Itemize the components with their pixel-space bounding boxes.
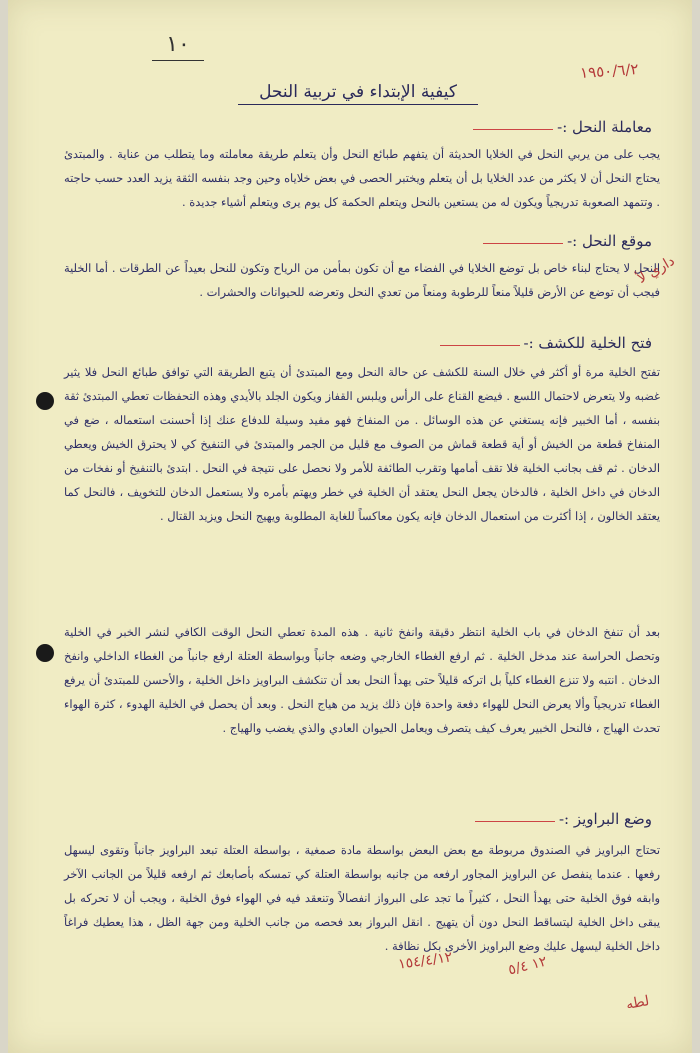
margin-annotation-bottom: لطه (624, 993, 651, 1013)
section-paragraph-placing-frames: تحتاج البراويز في الصندوق مربوطة مع بعض البعض بواسطة مادة صمغية ، بواسطة العتلة تبعد البراويز جانباً وتقوى ليسهل رفعها . عندما ينفصل عن البراويز المجاور ارفعه من جانبه بواسطة العتلة كي تمسكه بأصابعك ثم ارفعه قليلاً من الجانب الآخر وابقه فوق الخلية حتى يهدأ النحل ، كثيراً ما تجد على البرواز انفصالاً وتنعقد فيه في الهواء فوق الخلية ، ويجب أن لا تحركه بل يبقى داخل الخلية ليتساقط النحل دون أن يتهيج . انقل البرواز بعد فحصه من جانب الخلية ومن جهة الظل ، هذا يعطيك فراغاً داخل الخلية ليسهل عليك وضع البراويز الأخرى بكل نظافة . (64, 843, 660, 953)
section-paragraph-opening-hive: تفتح الخلية مرة أو أكثر في خلال السنة للكشف عن حالة النحل ومع المبتدئ أن يتبع الطريقة التي توافق طبائع النحل فلا يثير غضبه ولا يتعرض لاحتمال اللسع . فيضع القناع على الرأس ويلبس القفاز ويكون الجلد بالأيدي وهذه التحفظات تعطي المبتدئ ثقة بنفسه ، أما الخبير فإنه يستغني عن هذه الوسائل . من المنفاخ فهو مفيد وسيلة للدفاع عنك إذا أحسنت استعماله ، ضع في المنفاخ قطعة من الخيش أو أية قطعة قماش من الصوف مع قليل من الجمر والمبتدئ في التنفيخ كي لا يحترق الخيش ويعطي الدخان . ثم قف بجانب الخلية فلا تقف أمامها وتقرب الطائفة للأمر ولا نحصل على نتيجة في النحل . ابتدئ بالتنفيخ أو نفخات من الدخان في داخل الخلية ، فالدخان يجعل النحل يعتقد أن الخلية في خطر ويهتم بأمره ولا يستعمل الدخان للتخويف ، فالنحل كما يعتقد الخالون ، إذا أكثرت من استعمال الدخان فإنه يكون معاكساً للغاية المطلوبة ويهيج النحل ويزيد القتال . (64, 365, 660, 523)
section-paragraph-smoking: بعد أن تنفخ الدخان في باب الخلية انتظر دقيقة وانفخ ثانية . هذه المدة تعطي النحل الوقت الكافي لنشر الخبر في الخلية وتحصل الحراسة عند مدخل الخلية . ثم ارفع الغطاء الخارجي وضعه جانباً وبواسطة العتلة ارفع جانباً من الغطاء الداخلي وانفخ الدخان . انتبه ولا تنزع الغطاء كلياً بل اتركه قليلاً حتى يهدأ النحل بعد أن تنكشف البراويز داخل الخلية ، والأحسن للمبتدئ أن يرفع الغطاء تدريجياً وألا يعرض النحل للهواء دفعة واحدة فإن ذلك يزيد من هياج النحل . وبعد أن يحصل في الخلية الهدوء ، كثرة الهواء تحدث الهياج ، فالنحل الخبير يعرف كيف يتصرف ويعامل الحيوان العادي والذي يغضب والهياج . (64, 625, 660, 735)
heading-text: وضع البراويز :- (558, 810, 652, 828)
punch-hole (36, 644, 54, 662)
punch-hole (36, 392, 54, 410)
document-page (8, 0, 692, 1053)
section-heading-apiary-location (567, 232, 652, 250)
ink-annotation-2: ١٢ ٥/٤ (506, 953, 549, 979)
date-annotation: ١٩٥٠/٦/٢ (579, 59, 640, 83)
margin-annotation-top: داري لأ (634, 253, 678, 287)
heading-text: معاملة النحل :- (557, 118, 652, 136)
section-paragraph-bee-handling: يجب على من يربي النحل في الخلايا الحديثة أن يتفهم طبائع النحل وأن يتعلم طريقة معاملته وما يتطلب من عناية . والمبتدئ يحتاج النحل أن لا يكثر من عدد الخلايا بل أن يتعلم ويختبر الحصى في بعض خلاياه وحين وجد بنفسه الثقة يزيد العدد حسب حاجته . وتتمهد الصعوبة تدريجياً ويكون له من يستعين بالنحل ويتعلم الحكمة كل يوم يرى ويتعلم أشياء جديدة . (64, 147, 660, 209)
section-heading-bee-handling (557, 118, 652, 136)
heading-text: فتح الخلية للكشف :- (523, 334, 652, 352)
heading-underline (473, 129, 553, 130)
section-paragraph-apiary-location: النحل لا يحتاج لبناء خاص بل توضع الخلايا في الفضاء مع أن تكون بمأمن من الرياح وتكون للنحل بعيداً عن الطرقات . أما الخلية فيجب أن توضع عن الأرض قليلاً منعاً للرطوبة ومنعاً من تعدي النحل وتعرضه للحيوانات والحشرات . (64, 261, 660, 299)
heading-underline (475, 821, 555, 822)
section-heading-opening-hive (524, 334, 653, 352)
heading-underline (440, 345, 520, 346)
page-number: ١٠ (148, 32, 208, 57)
section-heading-placing-frames (559, 810, 652, 828)
heading-underline (483, 243, 563, 244)
heading-text: موقع النحل :- (567, 232, 652, 250)
ink-annotation-1: ١٥٤/٤/١٢ (397, 949, 454, 973)
document-title: كيفية الإبتداء في تربية النحل (208, 82, 508, 102)
